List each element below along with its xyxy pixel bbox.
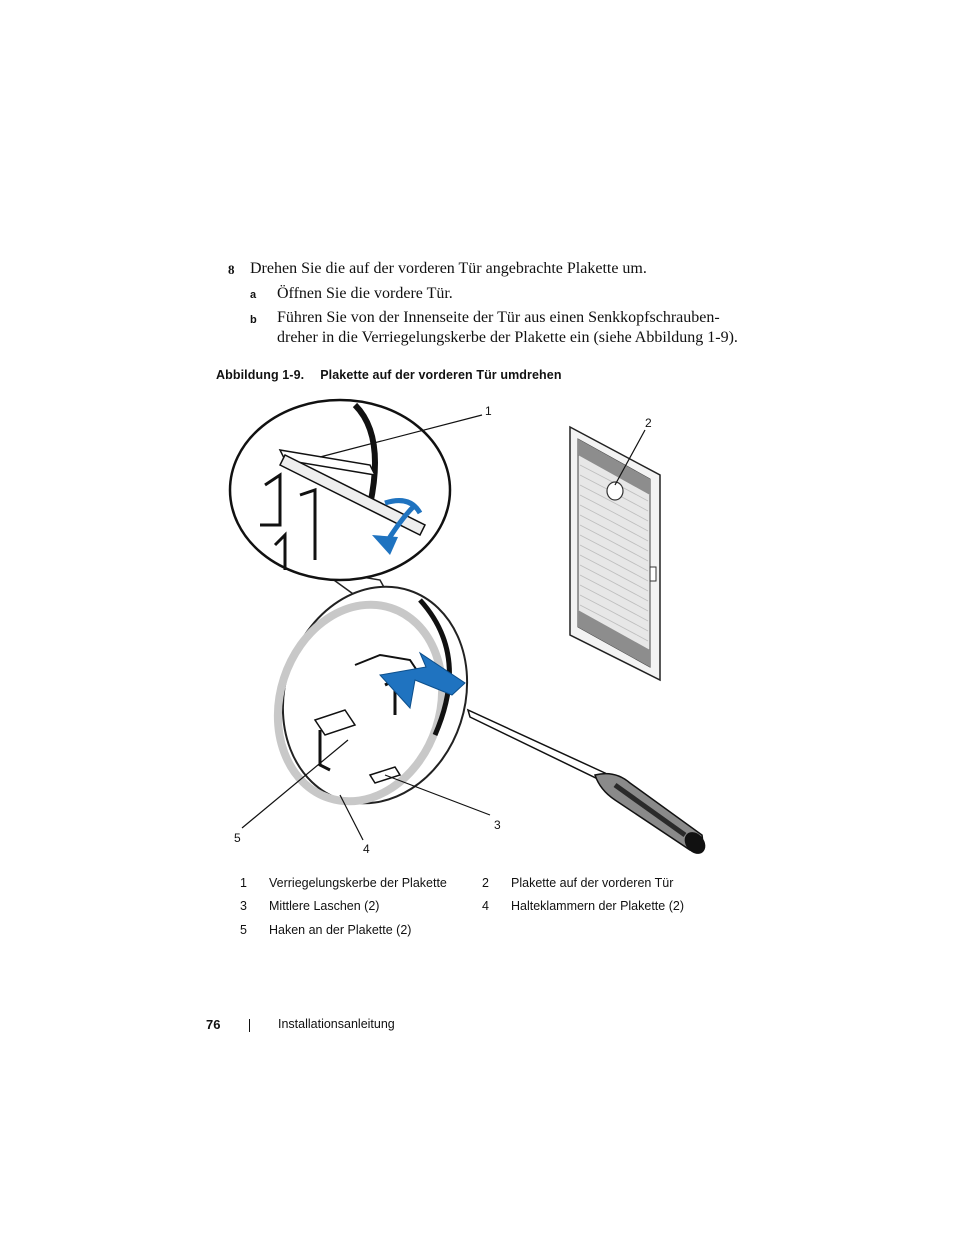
legend-num-4: 4	[482, 899, 489, 913]
figure-caption	[216, 368, 562, 382]
legend-text-1: Verriegelungskerbe der Plakette	[269, 876, 447, 890]
substep-letter-a: a	[250, 289, 257, 301]
callout-4: 4	[363, 842, 370, 856]
footer-separator	[249, 1019, 250, 1032]
callout-1: 1	[485, 404, 492, 418]
badge-medallion	[253, 563, 495, 828]
callout-5: 5	[234, 831, 241, 845]
legend-text-5: Haken an der Plakette (2)	[269, 923, 412, 937]
page-number: 76	[206, 1017, 221, 1032]
legend-text-2: Plakette auf der vorderen Tür	[511, 876, 674, 890]
step-number: 8	[228, 262, 235, 277]
screwdriver-icon	[468, 710, 710, 858]
substep-b-line-2: dreher in die Verriegelungskerbe der Plakette ein (siehe Abbildung 1-9).	[277, 329, 738, 346]
legend-text-3: Mittlere Laschen (2)	[269, 899, 380, 913]
step-text: Drehen Sie die auf der vorderen Tür angebrachte Plakette um.	[250, 260, 647, 277]
front-door-illustration	[570, 427, 660, 680]
figure-illustration	[220, 395, 720, 865]
legend-num-2: 2	[482, 876, 489, 890]
substep-letter-b: b	[250, 314, 257, 326]
figure-label: Abbildung 1-9.	[216, 368, 305, 382]
legend-num-5: 5	[240, 923, 247, 937]
door-latch-icon	[650, 567, 656, 581]
figure-title: Plakette auf der vorderen Tür umdrehen	[320, 368, 562, 382]
callout-2: 2	[645, 416, 652, 430]
callout-3: 3	[494, 818, 501, 832]
substep-b-line-1: Führen Sie von der Innenseite der Tür aus einen Senkkopfschrauben-	[277, 309, 720, 326]
legend-num-1: 1	[240, 876, 247, 890]
footer-title: Installationsanleitung	[278, 1017, 395, 1031]
legend-text-4: Halteklammern der Plakette (2)	[511, 899, 684, 913]
substep-a-text: Öffnen Sie die vordere Tür.	[277, 285, 453, 302]
legend-num-3: 3	[240, 899, 247, 913]
